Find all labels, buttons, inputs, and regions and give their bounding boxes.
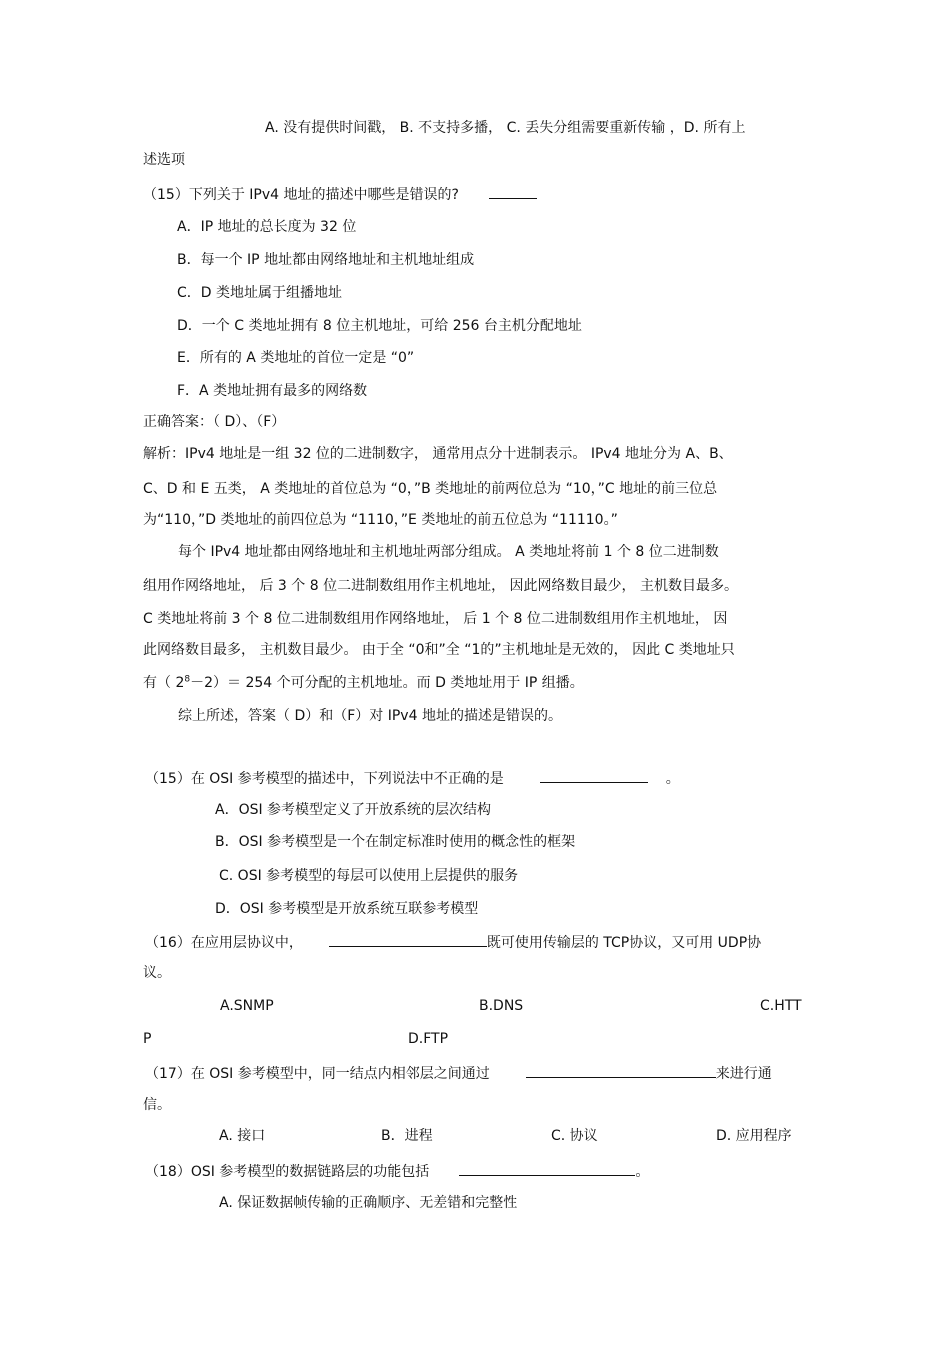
q17-option-a: A. 接口 [219, 1128, 266, 1144]
q15b-option-c: C. OSI 参考模型的每层可以使用上层提供的服务 [219, 868, 519, 884]
q15b-option-b: B．OSI 参考模型是一个在制定标准时使用的概念性的框架 [215, 834, 576, 850]
q16-option-b: B.DNS [479, 998, 524, 1014]
q17-option-c: C. 协议 [551, 1128, 598, 1144]
q15a-option-f: F．A 类地址拥有最多的网络数 [177, 383, 368, 399]
q15a-option-c: C．D 类地址属于组播地址 [177, 285, 343, 301]
q18-stem: （18）OSI 参考模型的数据链路层的功能包括 。 [145, 1161, 649, 1181]
q16-option-c-cont: P [143, 1031, 152, 1047]
q15a-analysis-line: 组用作网络地址， 后 3 个 8 位二进制数组用作主机地址， 因此网络数目最少， 主机数目最多。 [143, 578, 738, 594]
q16-stem-cont: 议。 [143, 965, 171, 981]
q15a-option-b: B．每一个 IP 地址都由网络地址和主机地址组成 [177, 252, 475, 268]
q15b-option-a: A．OSI 参考模型定义了开放系统的层次结构 [215, 802, 492, 818]
q16-option-d: D.FTP [408, 1031, 449, 1047]
q15a-option-e: E．所有的 A 类地址的首位一定是 “0” [177, 350, 415, 366]
q14-options-line: A. 没有提供时间戳， B. 不支持多播， C. 丢失分组需要重新传输 ，D. 所有上 [265, 120, 746, 136]
answer-blank [329, 932, 487, 947]
q15a-analysis-line: 每个 IPv4 地址都由网络地址和主机地址两部分组成。 A 类地址将前 1 个 8 位二进制数 [178, 544, 719, 560]
q15a-analysis-line: 为“110，”D 类地址的前四位总为 “1110，”E 类地址的前五位总为 “11110。” [143, 512, 618, 528]
q15a-answer: 正确答案：（ D）、（F） [143, 414, 286, 430]
answer-blank [526, 1063, 716, 1078]
q15a-analysis-line: C 类地址将前 3 个 8 位二进制数组用作网络地址， 后 1 个 8 位二进制数组用作主机地址， 因 [143, 611, 728, 627]
q15a-analysis-last: 有（ $2^8-2)= 254$ 个可分配的主机地址。而 D 类地址用于 IP 组播。 [143, 674, 584, 691]
q15b-option-d: D．OSI 参考模型是开放系统互联参考模型 [215, 901, 479, 917]
q16-stem: （16）在应用层协议中， 既可使用传输层的 TCP协议，又可用 UDP协 [145, 932, 761, 952]
q16-option-a: A.SNMP [220, 998, 274, 1014]
answer-blank [540, 768, 648, 783]
q17-stem: （17）在 OSI 参考模型中，同一结点内相邻层之间通过 来进行通 [145, 1063, 772, 1083]
q15a-analysis-line: 此网络数目最多， 主机数目最少。 由于全 “0和”全 “1的”主机地址是无效的， 因此 C 类地址只 [143, 642, 735, 658]
q18-option-a: A. 保证数据帧传输的正确顺序、无差错和完整性 [219, 1195, 518, 1211]
q15a-analysis-line: C、D 和 E 五类， A 类地址的首位总为 “0，”B 类地址的前两位总为 “10，”C 地址的前三位总 [143, 481, 718, 497]
q17-option-b: B．进程 [381, 1128, 433, 1144]
q15a-option-d: D．一个 C 类地址拥有 8 位主机地址，可给 256 台主机分配地址 [177, 318, 582, 334]
q15b-stem: （15）在 OSI 参考模型的描述中，下列说法中不正确的是 。 [145, 768, 680, 788]
answer-blank [489, 184, 537, 199]
q16-option-c: C.HTT [760, 998, 802, 1014]
q15a-stem: （15）下列关于 IPv4 地址的描述中哪些是错误的? [143, 184, 537, 204]
q17-stem-cont: 信。 [143, 1097, 171, 1113]
q14-options-cont: 述选项 [143, 152, 185, 168]
q15a-conclusion: 综上所述，答案（ D）和（F）对 IPv4 地址的描述是错误的。 [178, 708, 562, 724]
q15a-option-a: A．IP 地址的总长度为 32 位 [177, 219, 357, 235]
q15a-analysis-line: 解析：IPv4 地址是一组 32 位的二进制数字， 通常用点分十进制表示。 IPv4 地址分为 A、B、 [143, 446, 733, 462]
q17-option-d: D. 应用程序 [716, 1128, 792, 1144]
answer-blank [459, 1161, 635, 1176]
